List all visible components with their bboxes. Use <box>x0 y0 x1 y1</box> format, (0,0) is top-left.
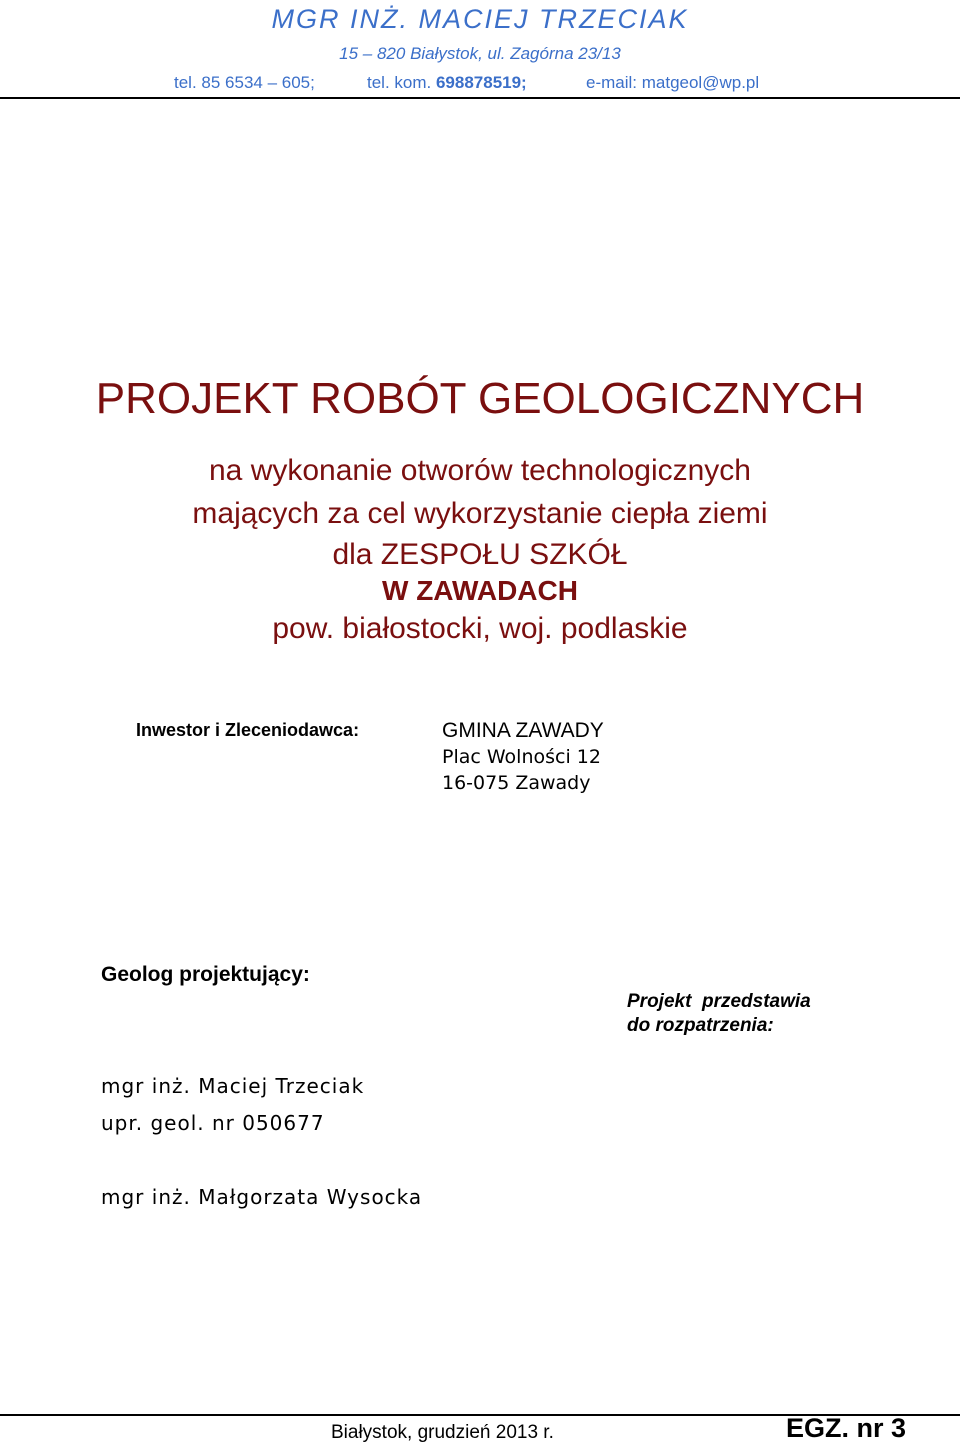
place-and-date: Białystok, grudzień 2013 r. <box>331 1422 554 1443</box>
geolog-label: Geolog projektujący: <box>101 963 310 986</box>
subtitle-line: pow. białostocki, woj. podlaskie <box>272 612 688 645</box>
investor-city: 16-075 Zawady <box>442 772 591 794</box>
subtitle-line: mających za cel wykorzystanie ciepła ziemi <box>192 497 768 530</box>
company-name: MGR INŻ. MACIEJ TRZECIAK <box>271 4 689 34</box>
company-address: 15 – 820 Białystok, ul. Zagórna 23/13 <box>339 44 621 63</box>
projekt-note-line: do rozpatrzenia: <box>627 1015 774 1036</box>
document-title: PROJEKT ROBÓT GEOLOGICZNYCH <box>95 374 865 423</box>
mobile-phone <box>367 73 527 93</box>
investor-label: Inwestor i Zleceniodawca: <box>136 720 360 740</box>
header-divider <box>0 97 960 99</box>
geolog-name: mgr inż. Maciej Trzeciak <box>101 1074 365 1098</box>
phone-number: tel. 85 6534 – 605; <box>174 73 315 92</box>
subtitle-line: na wykonanie otworów technologicznych <box>209 454 751 487</box>
mobile-phone-number: 698878519; <box>435 73 527 92</box>
investor-name: GMINA ZAWADY <box>442 719 604 742</box>
geolog-name-second: mgr inż. Małgorzata Wysocka <box>101 1185 423 1209</box>
copy-number: EGZ. nr 3 <box>786 1413 907 1443</box>
investor-street: Plac Wolności 12 <box>442 746 601 768</box>
geolog-license: upr. geol. nr 050677 <box>101 1111 325 1135</box>
subtitle-line: dla ZESPOŁU SZKÓŁ <box>332 538 628 571</box>
projekt-note-line: Projekt przedstawia <box>627 991 811 1012</box>
email-address: e-mail: matgeol@wp.pl <box>586 73 760 92</box>
subtitle-line: W ZAWADACH <box>382 575 578 606</box>
mobile-phone-label: tel. kom. <box>367 73 436 92</box>
